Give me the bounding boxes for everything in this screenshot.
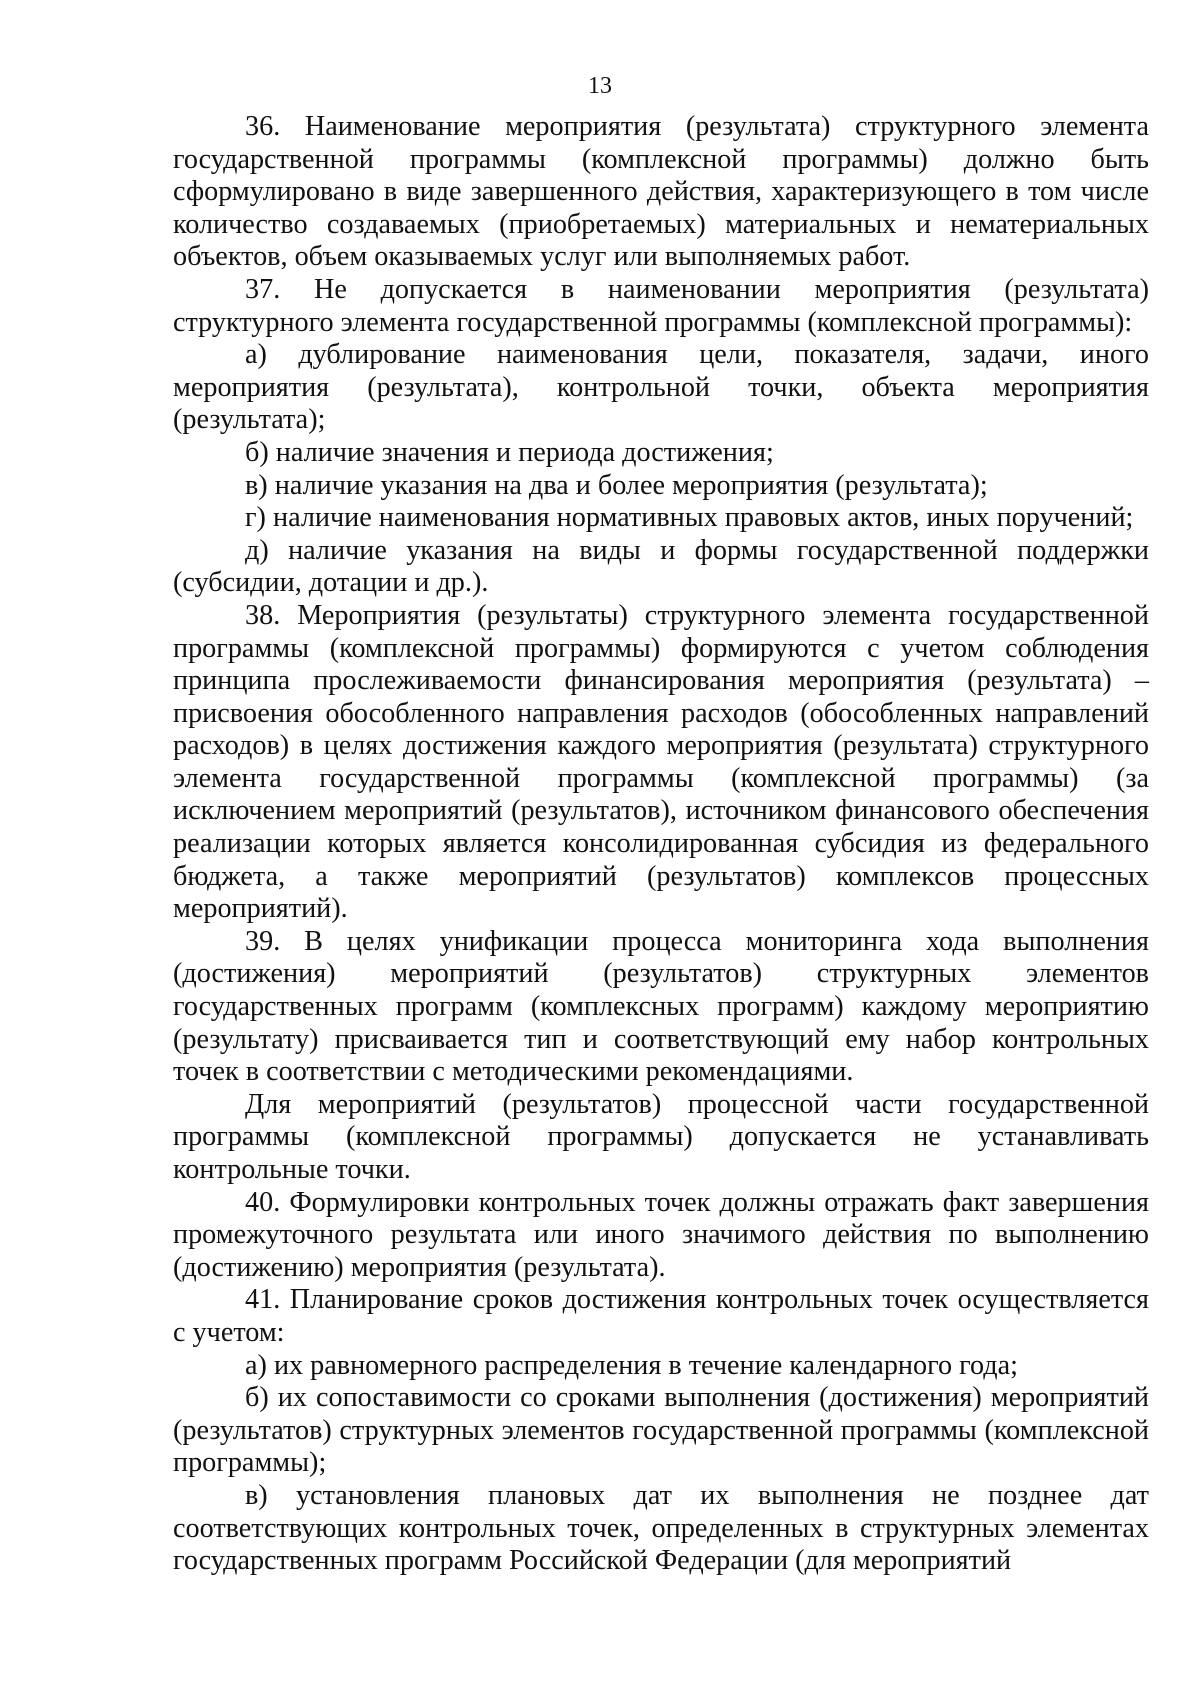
paragraph-39-note: Для мероприятий (результатов) процессной части государственной программы (комплексной программы) допускается не устанавливать контрольные точки. bbox=[173, 1088, 1149, 1185]
list-item-37g: г) наличие наименования нормативных правовых актов, иных поручений; bbox=[245, 502, 1134, 534]
paragraph-39: 39. В целях унификации процесса мониторинга хода выполнения (достижения) мероприятий (результатов) структурных элементов государственных программ (комплексных программ) каждому мероприятию (результату) присваивается тип и соответствующий ему набор контрольных точек в соответствии с методическими рекомендациями. bbox=[173, 925, 1149, 1088]
list-item-37b: б) наличие значения и периода достижения; bbox=[245, 436, 774, 468]
paragraph-40: 40. Формулировки контрольных точек должны отражать факт завершения промежуточного результата или иного значимого действия по выполнению (достижению) мероприятия (результата). bbox=[173, 1186, 1149, 1283]
list-item-37a: а) дублирование наименования цели, показателя, задачи, иного мероприятия (результата), контрольной точки, объекта мероприятия (результата); bbox=[173, 339, 1149, 436]
paragraph-37: 37. Не допускается в наименовании мероприятия (результата) структурного элемента государственной программы (комплексной программы): bbox=[173, 273, 1149, 338]
paragraph-36: 36. Наименование мероприятия (результата) структурного элемента государственной программы (комплексной программы) должно быть сформулировано в виде завершенного действия, характеризующего в том числе количество создаваемых (приобретаемых) материальных и нематериальных объектов, объем оказываемых услуг или выполняемых работ. bbox=[173, 111, 1149, 273]
page-number: 13 bbox=[588, 73, 612, 99]
paragraph-38: 38. Мероприятия (результаты) структурного элемента государственной программы (комплексной программы) формируются с учетом соблюдения принципа прослеживаемости финансирования мероприятия (результата) – присвоения обособленного направления расходов (обособленных направлений расходов) в целях достижения каждого мероприятия (результата) структурного элемента государственной программы (комплексной программы) (за исключением мероприятий (результатов), источником финансового обеспечения реализации которых является консолидированная субсидия из федерального бюджета, а также мероприятий (результатов) комплексов процессных мероприятий). bbox=[173, 599, 1149, 925]
list-item-37d: д) наличие указания на виды и формы государственной поддержки (субсидии, дотации и др.). bbox=[173, 534, 1149, 599]
paragraph-41: 41. Планирование сроков достижения контрольных точек осуществляется с учетом: bbox=[173, 1284, 1149, 1348]
list-item-41a: а) их равномерного распределения в течение календарного года; bbox=[245, 1349, 1018, 1381]
list-item-41v: в) установления плановых дат их выполнения не позднее дат соответствующих контрольных точек, определенных в структурных элементах государственных программ Российской Федерации (для мероприятий bbox=[173, 1479, 1149, 1577]
list-item-41b: б) их сопоставимости со сроками выполнения (достижения) мероприятий (результатов) структурных элементов государственной программы (комплексной программы); bbox=[173, 1382, 1149, 1479]
document-body bbox=[173, 111, 1149, 1578]
list-item-37v: в) наличие указания на два и более мероприятия (результата); bbox=[245, 469, 988, 501]
